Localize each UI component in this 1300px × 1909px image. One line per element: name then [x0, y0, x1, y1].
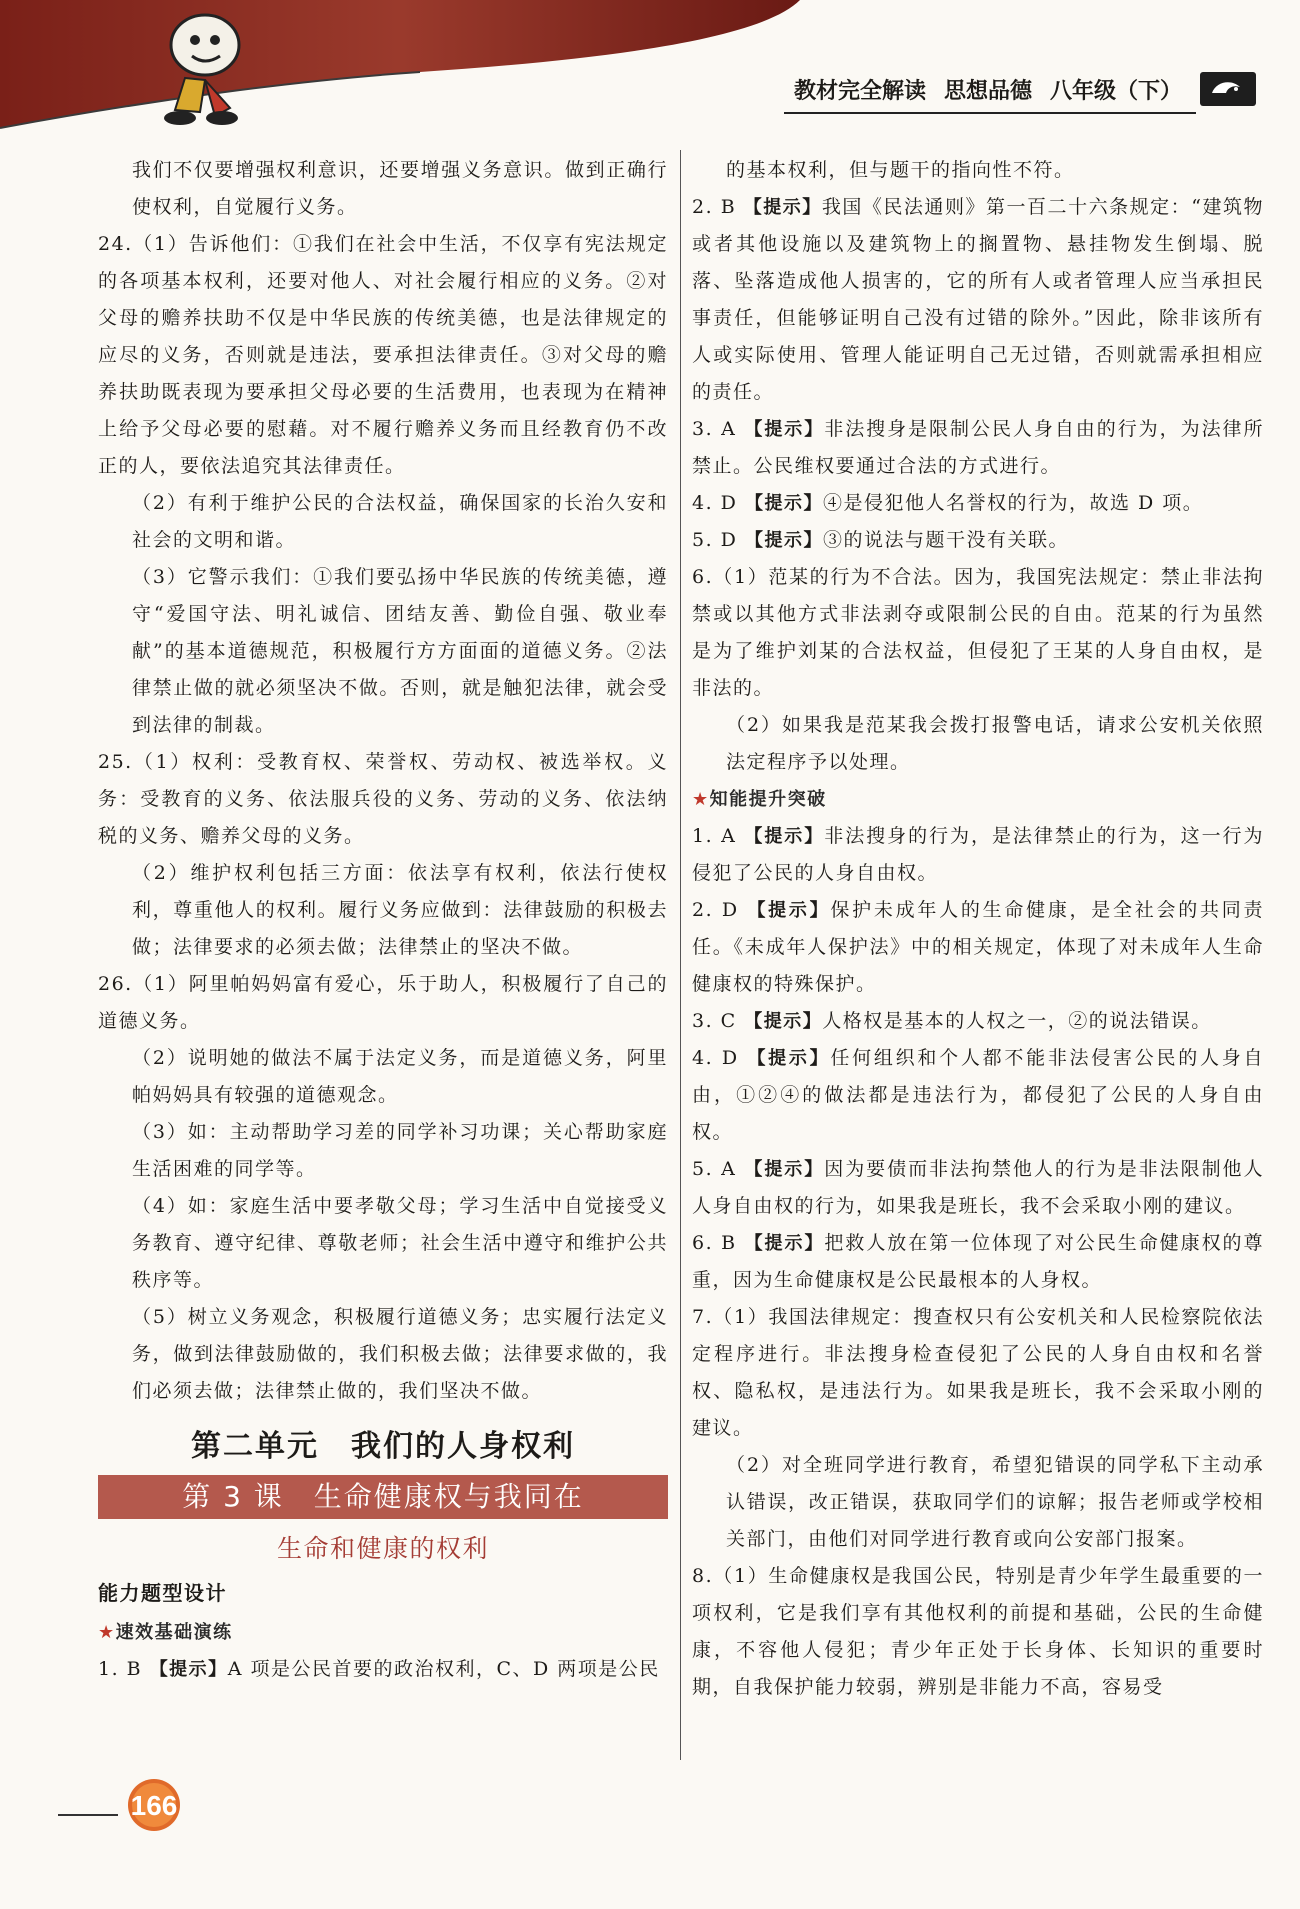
answer-26: 26.（1）阿里帕妈妈富有爱心，乐于助人，积极履行了自己的道德义务。: [98, 973, 668, 1032]
answer-24: 24.（1）告诉他们：①我们在社会中生活，不仅享有宪法规定的各项基本权利，还要对他人、对社会履行相应的义务。②对父母的赡养扶助不仅是中华民族的传统美德，也是法律规定的应尽的义务，否则就是违法，要承担法律责任。③对父母的赡养扶助既表现为要承担父母必要的生活费用，也表现为在精神上给予父母必要的慰藉。对不履行赡养义务而且经教育仍不改正的人，要依法追究其法律责任。: [98, 233, 668, 477]
column-divider: [680, 150, 681, 1760]
answer-text: （2）有利于维护公民的合法权益，确保国家的长治久安和社会的文明和谐。: [132, 492, 668, 551]
answer-1: [98, 1651, 668, 1688]
page-number-badge: [58, 1775, 208, 1835]
answer-num: 1. B: [98, 1658, 143, 1680]
answer-7: 7.（1）我国法律规定：搜查权只有公安机关和人民检察院依法定程序进行。非法搜身检查侵犯了公民的人身自由权和名誉权、隐私权，是违法行为。如果我是班长，我不会采取小刚的建议。: [692, 1306, 1264, 1439]
practice-heading: ★知能提升突破: [692, 789, 827, 810]
publisher-logo-icon: [1200, 72, 1256, 106]
section-title: 生命和健康的权利: [276, 1534, 489, 1563]
answer-hint: 4. D 【提示】④是侵犯他人名誉权的行为，故选 D 项。: [692, 492, 1204, 514]
answer-text: （2）维护权利包括三方面：依法享有权利，依法行使权利，尊重他人的权利。履行义务应做到：法律鼓励的积极去做；法律要求的必须去做；法律禁止的坚决不做。: [132, 862, 668, 958]
answer-hint: 2. B 【提示】我国《民法通则》第一百二十六条规定：“建筑物或者其他设施以及建筑物上的搁置物、悬挂物发生倒塌、脱落、坠落造成他人损害的，它的所有人或者管理人应当承担民事责任，但能够证明自己没有过错的除外。”因此，除非该所有人或实际使用、管理人能证明自己无过错，否则就需承担相应的责任。: [692, 196, 1264, 403]
hint-label: 【提示】: [149, 1659, 228, 1680]
answer-hint: 5. D 【提示】③的说法与题干没有关联。: [692, 529, 1069, 551]
answer-hint: 6. B 【提示】把救人放在第一位体现了对公民生命健康权的尊重，因为生命健康权是公民最根本的人身权。: [692, 1232, 1264, 1291]
answer-text: （2）说明她的做法不属于法定义务，而是道德义务，阿里帕妈妈具有较强的道德观念。: [132, 1047, 668, 1106]
answer-hint: 4. D 【提示】任何组织和个人都不能非法侵害公民的人身自由，①②④的做法都是违法行为，都侵犯了公民的人身自由权。: [692, 1047, 1264, 1143]
header-banner: [0, 0, 1300, 130]
answer-hint: 5. A 【提示】因为要债而非法拘禁他人的行为是非法限制他人人身自由权的行为，如果我是班长，我不会采取小刚的建议。: [692, 1158, 1265, 1217]
practice-heading: ★速效基础演练: [98, 1622, 233, 1643]
answer-text: （2）对全班同学进行教育，希望犯错误的同学私下主动承认错误，改正错误，获取同学们的谅解；报告老师或学校相关部门，由他们对同学进行教育或向公安部门报案。: [726, 1454, 1264, 1550]
unit-title: 第二单元 我们的人身权利: [191, 1429, 575, 1464]
star-icon: ★: [98, 1622, 116, 1643]
answer-text: （3）它警示我们：①我们要弘扬中华民族的传统美德，遵守“爱国守法、明礼诚信、团结友善、勤俭自强、敬业奉献”的基本道德规范，积极履行方方面面的道德义务。②法律禁止做的就必须坚决不做。否则，就是触犯法律，就会受到法律的制裁。: [132, 566, 668, 736]
hint-text: A 项是公民首要的政治权利，C、D 两项是公民: [227, 1658, 660, 1680]
answer-text: （4）如：家庭生活中要孝敬父母；学习生活中自觉接受义务教育、遵守纪律、尊敬老师；社会生活中遵守和维护公共秩序等。: [132, 1195, 668, 1291]
running-header: [794, 72, 1256, 106]
answer-text: 我们不仅要增强权利意识，还要增强义务意识。做到正确行使权利，自觉履行义务。: [132, 159, 668, 218]
answer-25: 25.（1）权利：受教育权、荣誉权、劳动权、被选举权。义务：受教育的义务、依法服兵役的义务、劳动的义务、依法纳税的义务、赡养父母的义务。: [98, 751, 668, 847]
answer-8: 8.（1）生命健康权是我国公民，特别是青少年学生最重要的一项权利，它是我们享有其他权利的前提和基础，公民的生命健康，不容他人侵犯；青少年正处于长身体、长知识的重要时期，自我保护能力较弱，辨别是非能力不高，容易受: [692, 1565, 1264, 1698]
answer-hint: 2. D 【提示】保护未成年人的生命健康，是全社会的共同责任。《未成年人保护法》中的相关规定，体现了对未成年人生命健康权的特殊保护。: [692, 899, 1264, 995]
subject-label: 思想品德: [943, 78, 1032, 104]
answer-6: 6.（1）范某的行为不合法。因为，我国宪法规定：禁止非法拘禁或以其他方式非法剥夺或限制公民的自由。范某的行为虽然是为了维护刘某的合法权益，但侵犯了王某的人身自由权，是非法的。: [692, 566, 1264, 699]
left-column: [98, 152, 668, 1688]
answer-hint: 1. A 【提示】非法搜身的行为，是法律禁止的行为，这一行为侵犯了公民的人身自由权。: [692, 825, 1265, 884]
answer-text: （5）树立义务观念，积极履行道德义务；忠实履行法定义务，做到法律鼓励做的，我们积极去做；法律要求做的，我们必须去做；法律禁止做的，我们坚决不做。: [132, 1306, 668, 1402]
banner-swoosh: [0, 0, 800, 128]
answer-text: （3）如：主动帮助学习差的同学补习功课；关心帮助家庭生活困难的同学等。: [132, 1121, 668, 1180]
answer-text: （2）如果我是范某我会拨打报警电话，请求公安机关依照法定程序予以处理。: [726, 714, 1264, 773]
right-column: [692, 152, 1264, 1706]
grade-label: 八年级（下）: [1049, 78, 1182, 104]
page-number: 166: [130, 1790, 178, 1821]
lesson-title: 第 3 课 生命健康权与我同在: [98, 1475, 668, 1519]
ability-title: 能力题型设计: [98, 1581, 227, 1605]
star-icon: ★: [692, 789, 710, 810]
answer-text: 的基本权利，但与题干的指向性不符。: [726, 159, 1075, 181]
answer-hint: 3. A 【提示】非法搜身是限制公民人身自由的行为，为法律所禁止。公民维权要通过合法的方式进行。: [692, 418, 1265, 477]
answer-hint: 3. C 【提示】人格权是基本的人权之一，②的说法错误。: [692, 1010, 1212, 1032]
book-title: 教材完全解读: [793, 78, 926, 104]
